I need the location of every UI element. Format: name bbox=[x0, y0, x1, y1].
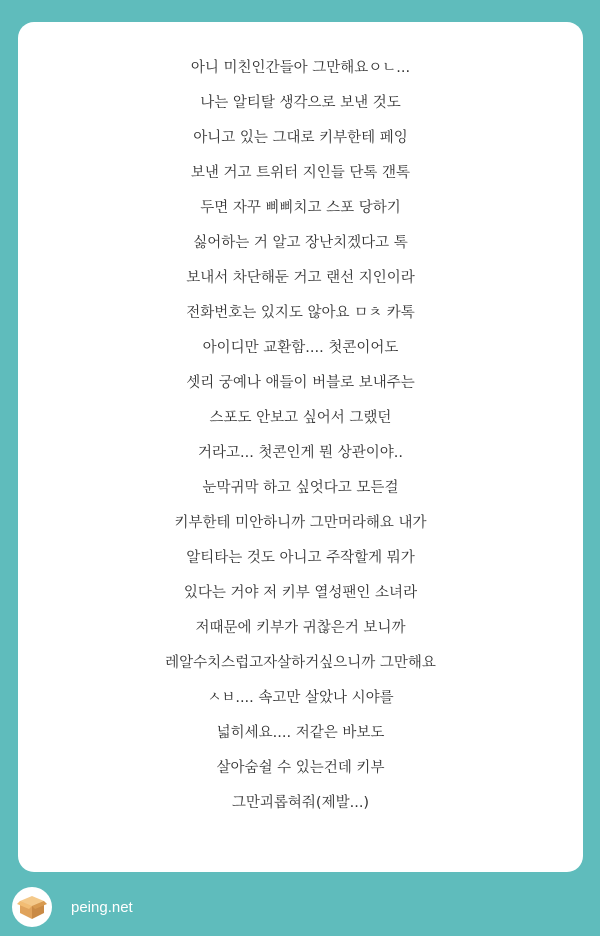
message-line: 레알수치스럽고자살하거싶으니까 그만해요 bbox=[165, 655, 436, 671]
message-line: 넓히세요.... 저같은 바보도 bbox=[216, 725, 385, 741]
message-line: 전화번호는 있지도 않아요 ㅁㅊ 카톡 bbox=[186, 305, 415, 321]
message-line: 두면 자꾸 삐삐치고 스포 당하기 bbox=[200, 200, 401, 216]
footer bbox=[12, 886, 133, 928]
message-line: 그만괴롭혀줘(제발...) bbox=[231, 795, 370, 811]
message-text bbox=[18, 51, 583, 821]
message-line: 거라고... 첫콘인게 뭔 상관이야.. bbox=[198, 445, 403, 461]
message-line: 눈막귀막 하고 싶엇다고 모든걸 bbox=[202, 480, 399, 496]
message-line: 보내서 차단해둔 거고 랜선 지인이라 bbox=[186, 270, 415, 286]
message-line: 살아숨쉴 수 있는건데 키부 bbox=[216, 760, 385, 776]
message-line: 보낸 거고 트위터 지인들 단톡 갠톡 bbox=[190, 165, 411, 181]
message-line: 셋리 궁예나 애들이 버블로 보내주는 bbox=[186, 375, 415, 391]
box-icon bbox=[12, 887, 52, 927]
message-line: 아니고 있는 그대로 키부한테 페잉 bbox=[193, 130, 408, 146]
brand-name[interactable]: peing.net bbox=[71, 898, 133, 916]
message-line: 키부한테 미안하니까 그만머라해요 내가 bbox=[174, 515, 427, 531]
message-line: 싫어하는 거 알고 장난치겠다고 톡 bbox=[193, 235, 408, 251]
message-line: 있다는 거야 저 키부 열성팬인 소녀라 bbox=[183, 585, 418, 601]
message-line: 아니 미친인간들아 그만해요ㅇㄴ... bbox=[190, 60, 411, 76]
message-line: ㅅㅂ.... 속고만 살았나 시야를 bbox=[207, 690, 394, 706]
message-card bbox=[18, 22, 583, 872]
message-line: 알티타는 것도 아니고 주작할게 뭐가 bbox=[186, 550, 415, 566]
message-line: 아이디만 교환함.... 첫콘이어도 bbox=[202, 340, 399, 356]
message-line: 스포도 안보고 싶어서 그랬던 bbox=[209, 410, 392, 426]
message-line: 저때문에 키부가 귀찮은거 보니까 bbox=[195, 620, 406, 636]
message-line: 나는 알티탈 생각으로 보낸 것도 bbox=[200, 95, 401, 111]
